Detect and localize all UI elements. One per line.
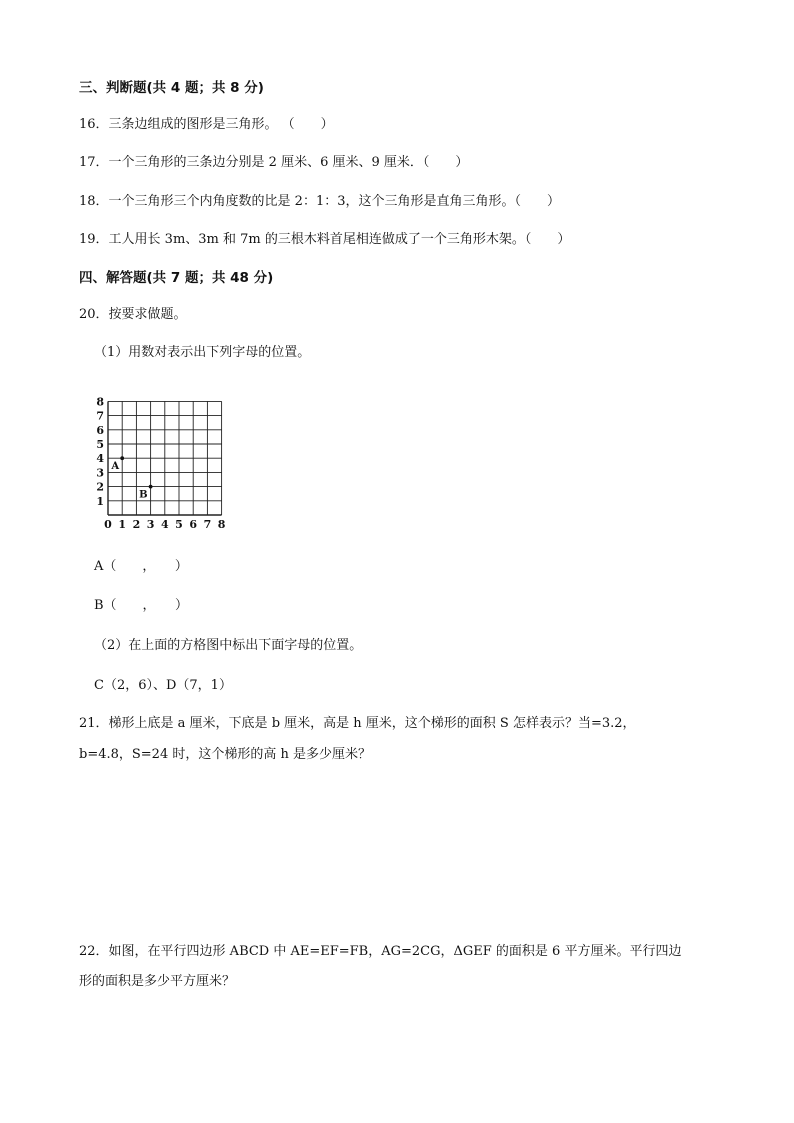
question-22-line-2: 形的面积是多少平方厘米？ xyxy=(79,974,236,989)
question-21-line-1: 21．梯形上底是 a 厘米，下底是 b 厘米，高是 h 厘米，这个梯形的面积 S 怎样表示？当=3.2， xyxy=(79,716,636,731)
question-17: 17．一个三角形的三条边分别是 2 厘米、6 厘米、9 厘米．（ ） xyxy=(79,155,469,170)
grid-point-b xyxy=(149,485,153,489)
y-tick-label: 8 xyxy=(96,395,104,409)
question-21-line-2: b=4.8，S=24 时，这个梯形的高 h 是多少厘米？ xyxy=(79,747,371,762)
y-tick-label: 1 xyxy=(96,494,104,508)
grid-lines xyxy=(108,401,222,515)
y-tick-label: 2 xyxy=(96,480,104,494)
y-tick-label: 7 xyxy=(96,409,104,423)
grid-point-a xyxy=(120,456,124,460)
y-axis-ticks xyxy=(96,395,104,507)
section-4-title: 四、解答题(共 7 题；共 48 分) xyxy=(79,270,274,286)
question-20-part-2: （2）在上面的方格图中标出下面字母的位置。 xyxy=(94,638,363,653)
grid-point-label-b: B xyxy=(139,489,148,501)
coordinate-grid xyxy=(93,393,233,533)
x-tick-label: 6 xyxy=(189,518,198,531)
question-18: 18．一个三角形三个内角度数的比是 2：1：3，这个三角形是直角三角形。（ ） xyxy=(79,194,560,209)
x-tick-label: 2 xyxy=(132,518,141,531)
section-3-title: 三、判断题(共 4 题；共 8 分) xyxy=(79,80,264,96)
grid-point-label-a: A xyxy=(111,461,120,473)
x-tick-label: 5 xyxy=(175,518,183,531)
question-22-line-1: 22．如图，在平行四边形 ABCD 中 AE=EF=FB，AG=2CG，ΔGEF 的面积是 6 平方厘米。平行四边 xyxy=(79,944,682,959)
answer-a: A（ ， ） xyxy=(94,559,188,574)
y-tick-label: 5 xyxy=(96,438,104,451)
question-20-part-1: （1）用数对表示出下列字母的位置。 xyxy=(94,345,311,360)
x-tick-label: 1 xyxy=(118,518,127,531)
question-16: 16．三条边组成的图形是三角形。 （ ） xyxy=(79,117,334,132)
x-tick-label: 0 xyxy=(104,518,112,531)
answer-b: B（ ， ） xyxy=(94,598,189,613)
y-tick-label: 4 xyxy=(96,452,104,466)
y-tick-label: 6 xyxy=(96,423,104,437)
x-tick-label: 4 xyxy=(160,518,169,531)
x-tick-label: 3 xyxy=(146,518,155,531)
grid-points xyxy=(110,456,152,500)
question-20: 20．按要求做题。 xyxy=(79,307,187,322)
question-20-part-2-points: C（2，6）、D（7，1） xyxy=(94,678,232,693)
x-tick-label: 7 xyxy=(203,518,212,531)
y-tick-label: 3 xyxy=(96,466,104,480)
x-tick-label: 8 xyxy=(217,518,226,531)
x-axis-ticks xyxy=(104,518,226,531)
question-19: 19．工人用长 3m、3m 和 7m 的三根木料首尾相连做成了一个三角形木架。（ ） xyxy=(79,232,571,247)
